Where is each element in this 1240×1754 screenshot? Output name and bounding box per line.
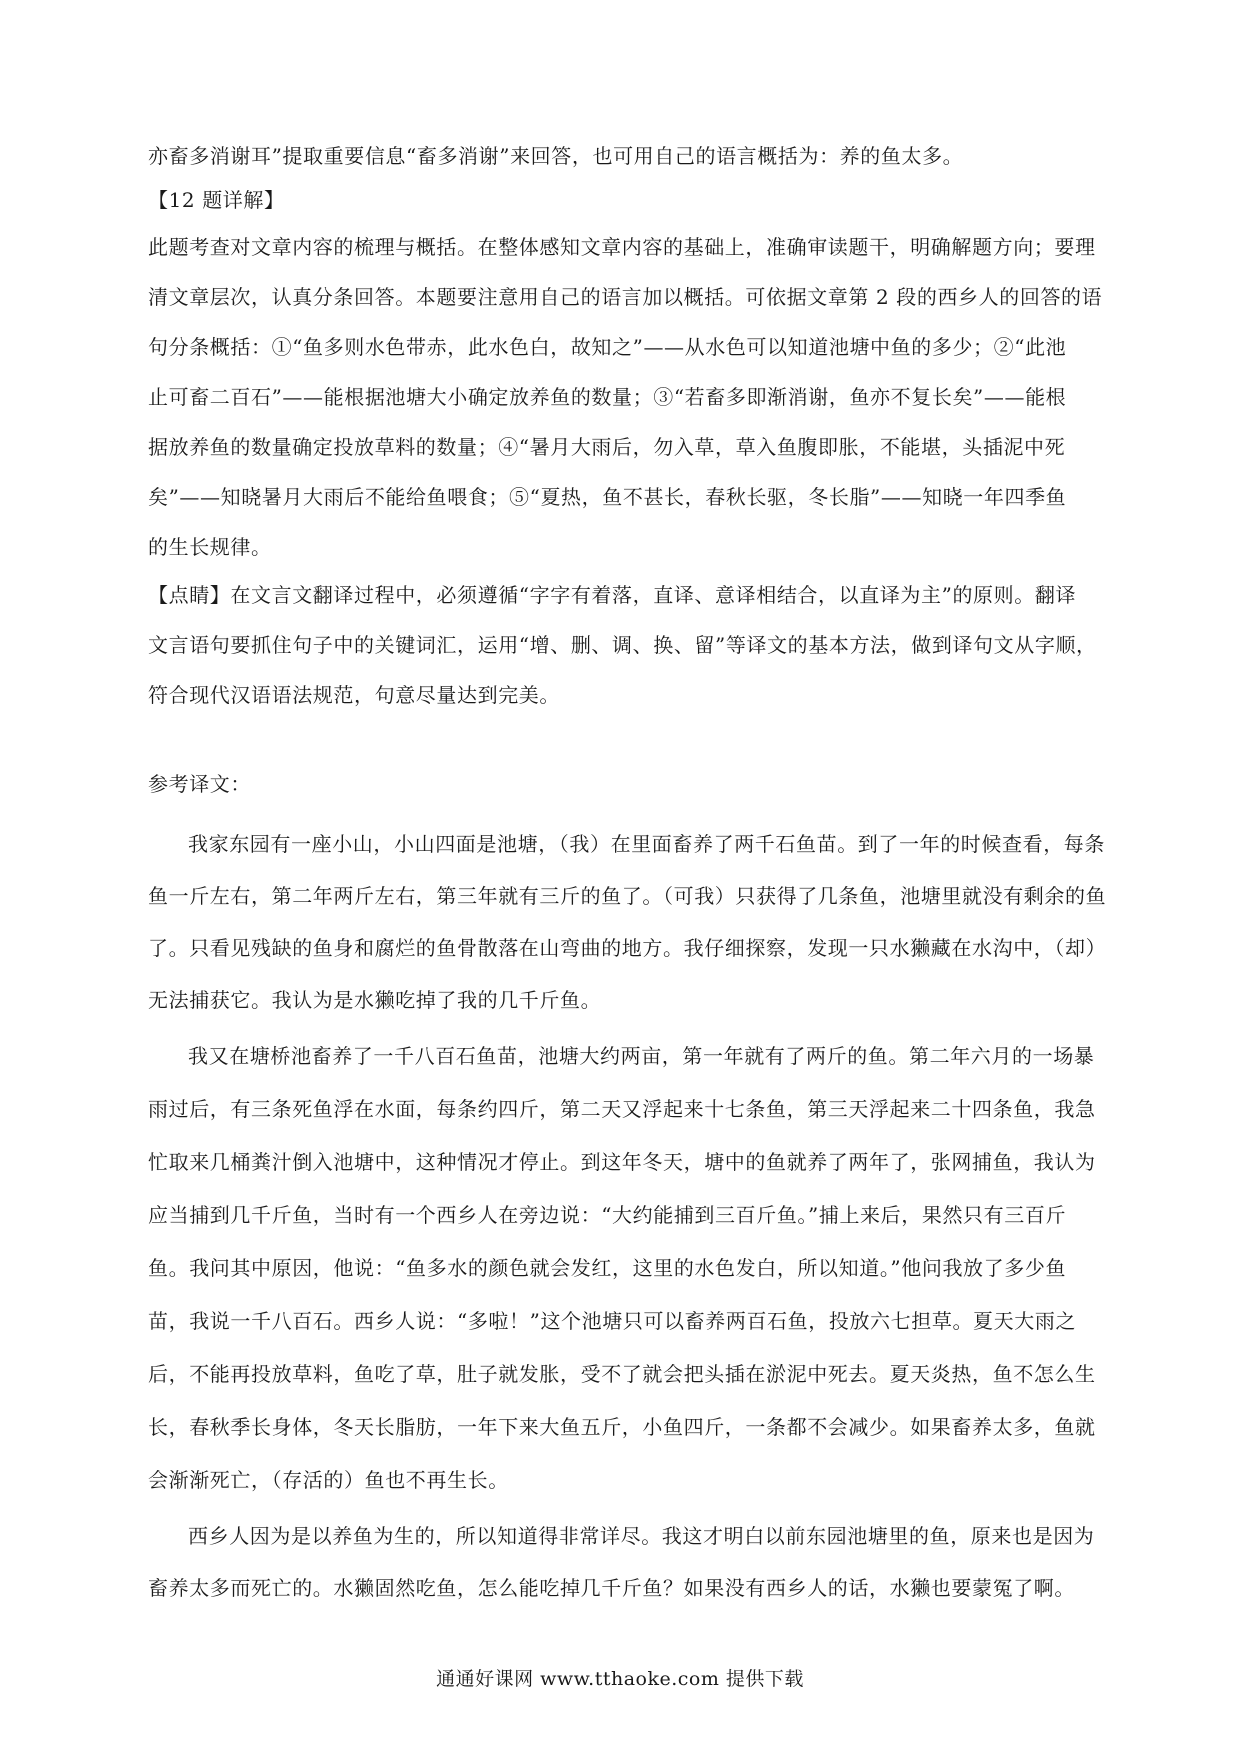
translation-paragraph-3 (148, 1510, 1108, 1614)
text-line: 我家东园有一座小山，小山四面是池塘，（我）在里面畜养了两千石鱼苗。到了一年的时候查看，每条 (188, 832, 1105, 856)
text-line: 矣”——知晓暑月大雨后不能给鱼喂食；⑤“夏热，鱼不甚长，春秋长驱，冬长脂”——知晓一年四季鱼 (148, 485, 1067, 509)
translation-heading (148, 762, 1108, 806)
text-line: 的生长规律。 (148, 535, 272, 559)
text-line: 止可畜二百石”——能根据池塘大小确定放养鱼的数量；③“若畜多即渐消谢，鱼亦不复长矣”——能根 (148, 385, 1067, 409)
text-line: 鱼。我问其中原因，他说：“鱼多水的颜色就会发红，这里的水色发白，所以知道。”他问我放了多少鱼 (148, 1256, 1067, 1280)
text-line: 长，春秋季长身体，冬天长脂肪，一年下来大鱼五斤，小鱼四斤，一条都不会减少。如果畜养太多，鱼就 (148, 1415, 1096, 1439)
section-heading: 参考译文： (148, 772, 251, 796)
text-line: 雨过后，有三条死鱼浮在水面，每条约四斤，第二天又浮起来十七条鱼，第三天浮起来二十四条鱼，我急 (148, 1097, 1096, 1121)
text-line: 我又在塘桥池畜养了一千八百石鱼苗，池塘大约两亩，第一年就有了两斤的鱼。第二年六月的一场暴 (188, 1044, 1095, 1068)
text-line: 此题考查对文章内容的梳理与概括。在整体感知文章内容的基础上，准确审读题干，明确解题方向；要理 (148, 235, 1096, 259)
text-line: 文言语句要抓住句子中的关键词汇，运用“增、删、调、换、留”等译文的基本方法，做到译句文从字顺， (148, 633, 1097, 657)
text-line: 畜养太多而死亡的。水獭固然吃鱼，怎么能吃掉几千斤鱼？如果没有西乡人的话，水獭也要蒙冤了啊。 (148, 1576, 1075, 1600)
text-line: 清文章层次，认真分条回答。本题要注意用自己的语言加以概括。可依据文章第 2 段的西乡人的回答的语 (148, 285, 1103, 309)
text-line: 鱼一斤左右，第二年两斤左右，第三年就有三斤的鱼了。（可我）只获得了几条鱼，池塘里就没有剩余的鱼 (148, 884, 1107, 908)
tip-paragraph (148, 570, 1108, 720)
text-line: 西乡人因为是以养鱼为生的，所以知道得非常详尽。我这才明白以前东园池塘里的鱼，原来也是因为 (188, 1524, 1095, 1548)
text-line: 忙取来几桶粪汁倒入池塘中，这种情况才停止。到这年冬天，塘中的鱼就养了两年了，张网捕鱼，我认为 (148, 1150, 1096, 1174)
text-line: 据放养鱼的数量确定投放草料的数量；④“暑月大雨后，勿入草，草入鱼腹即胀，不能堪，头插泥中死 (148, 435, 1066, 459)
footer-text: 通通好课网 www.tthaoke.com 提供下载 (436, 1668, 804, 1690)
page-footer (0, 1664, 1240, 1691)
answer-continuation (148, 134, 1108, 178)
section-heading: 【12 题详解】 (148, 188, 285, 212)
text-line: 亦畜多消谢耳”提取重要信息“畜多消谢”来回答，也可用自己的语言概括为：养的鱼太多。 (148, 144, 964, 168)
text-line: 【点睛】在文言文翻译过程中，必须遵循“字字有着落，直译、意译相结合，以直译为主”的原则。翻译 (148, 583, 1077, 607)
q12-explanation (148, 222, 1108, 572)
translation-paragraph-2 (148, 1030, 1108, 1507)
q12-header (148, 178, 1108, 222)
text-line: 句分条概括：①“鱼多则水色带赤，此水色白，故知之”——从水色可以知道池塘中鱼的多少；②“此池 (148, 335, 1067, 359)
text-line: 无法捕获它。我认为是水獭吃掉了我的几千斤鱼。 (148, 988, 602, 1012)
text-line: 会渐渐死亡，（存活的）鱼也不再生长。 (148, 1468, 509, 1492)
text-line: 后，不能再投放草料，鱼吃了草，肚子就发胀，受不了就会把头插在淤泥中死去。夏天炎热，鱼不怎么生 (148, 1362, 1096, 1386)
translation-paragraph-1 (148, 818, 1108, 1026)
text-line: 应当捕到几千斤鱼，当时有一个西乡人在旁边说：“大约能捕到三百斤鱼。”捕上来后，果然只有三百斤 (148, 1203, 1067, 1227)
text-line: 符合现代汉语语法规范，句意尽量达到完美。 (148, 683, 560, 707)
text-line: 苗，我说一千八百石。西乡人说：“多啦！”这个池塘只可以畜养两百石鱼，投放六七担草。夏天大雨之 (148, 1309, 1077, 1333)
text-line: 了。只看见残缺的鱼身和腐烂的鱼骨散落在山弯曲的地方。我仔细探察，发现一只水獭藏在水沟中，（却） (148, 936, 1107, 960)
